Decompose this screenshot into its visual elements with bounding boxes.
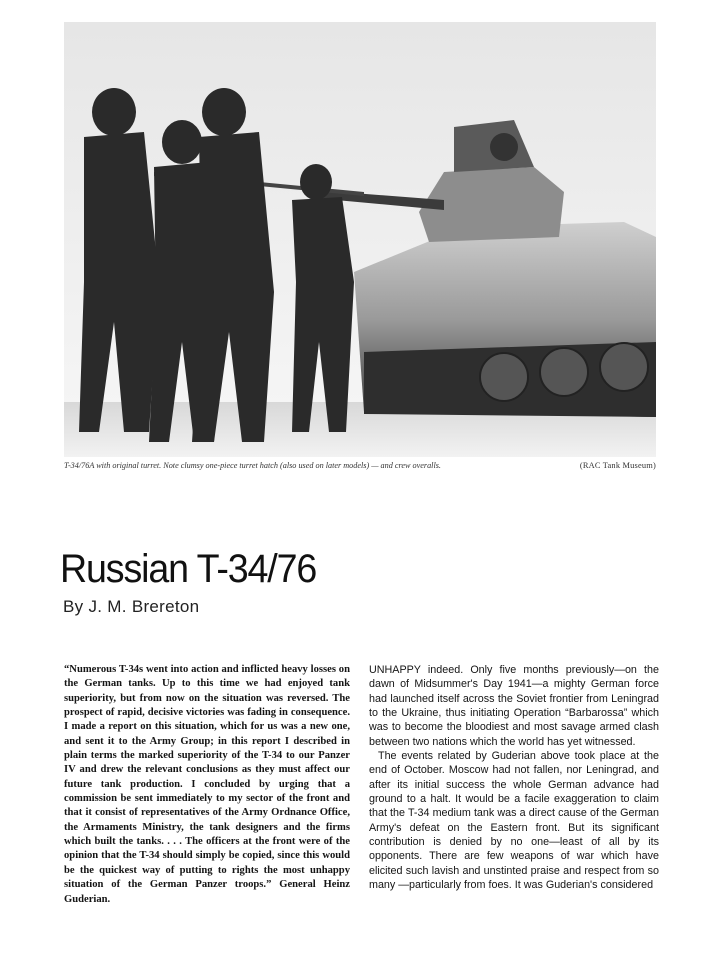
article-title: Russian T-34/76 [60,547,317,591]
body-paragraph: UNHAPPY indeed. Only five months previously—on the dawn of Midsummer's Day 1941—a mighty German force had launched itself across the Soviet frontier from Leningrad to the Ukraine, thus initiating Operation “Barbarossa” which was to become the bloodiest and most savage armed clash between two nations which the world has yet witnessed. [369,664,659,748]
tank-photo [64,22,656,457]
photo-credit: (RAC Tank Museum) [579,461,656,470]
guderian-quote: “Numerous T-34s went into action and inflicted heavy losses on the German tanks. Up to this time we had enjoyed tank superiority, but from now on the situation was reversed. The prospect of rapid, decisive victories was fading in consequence. I made a report on this situation, which for us was a new one, and sent it to the Army Group; in this report I described in plain terms the marked superiority of the T-34 to our Panzer IV and drew the relevant conclusions as they must affect our future tank production. I concluded by urging that a commission be sent immediately to my sector of the front and that it consist of representatives of the Army Ordnance Office, the Armaments Ministry, the tank designers and the firms which built the tanks. . . . The officers at the front were of the opinion that the T-34 should simply be copied, since this would be the quickest way of putting to rights the most unhappy situation of the German Panzer troops.” General Heinz Guderian. [64,664,350,905]
photo-caption [64,461,656,475]
article-body [369,663,659,893]
tank-crew-photo-icon [64,22,656,457]
body-paragraph: The events related by Guderian above took place at the end of October. Moscow had not fallen, nor Leningrad, and after its initial success the whole German advance had ground to a halt. It would be a facile exaggeration to claim that the T-34 medium tank was a direct cause of the German Army's defeat on the Eastern front. But its significant contribution is denied by no one—least of all by its opponents. There are few weapons of war which have elicited such lavish and unstinted praise and respect from so many —particularly from foes. It was Guderian's considered [369,750,659,892]
caption-text: T-34/76A with original turret. Note clumsy one-piece turret hatch (also used on later models) — and crew overalls. [64,461,441,470]
article-byline: By J. M. Brereton [63,597,200,616]
